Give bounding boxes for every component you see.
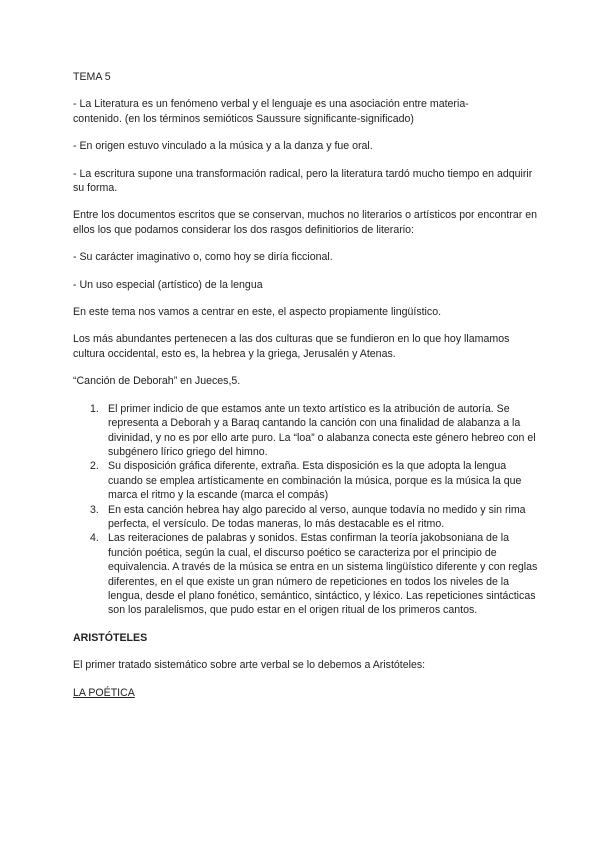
paragraph-cultures: Los más abundantes pertenecen a las dos culturas que se fundieron en lo que hoy llamamos cultura occidental, esto es, la hebrea y la griega, Jerusalén y Atenas. <box>73 333 510 360</box>
paragraph-aristotle: El primer tratado sistemático sobre arte verbal se lo debemos a Aristóteles: <box>73 659 426 672</box>
numbered-list <box>73 402 540 618</box>
paragraph-imaginative: - Su carácter imaginativo o, como hoy se diría ficcional. <box>73 251 333 264</box>
paragraph-documents: Entre los documentos escritos que se conservan, muchos no literarios o artísticos por encontrar en ellos los que podamos considerar los dos rasgos definitiorios de literario: <box>73 209 537 236</box>
paragraph-deborah: “Canción de Deborah” en Jueces,5. <box>73 375 241 388</box>
paragraph-writing: - La escritura supone una transformación radical, pero la literatura tardó mucho tiempo en adquirir su forma. <box>73 167 533 195</box>
list-item-number: 2. <box>90 460 99 473</box>
list-item-number: 4. <box>90 532 99 545</box>
list-item <box>73 459 540 502</box>
paragraph-special-use: - Un uso especial (artístico) de la lengua <box>73 278 263 291</box>
list-item-text: Las reiteraciones de palabras y sonidos. Estas confirman la teoría jakobsoniana de la función poética, según la cual, el discurso poético se caracteriza por el principio de equivalencia. A través de la música se entra en un sistema lingüístico diferente y con reglas diferentes, en el que existe un gran número de repeticiones en todos los niveles de la lengua, desde el plano fonético, semántico, sintáctico, y léxico. Las repeticiones sintácticas son los paralelismos, que pudo estar en el origen ritual de los primeros cantos. <box>108 532 538 617</box>
paragraph-literature-definition: - La Literatura es un fenómeno verbal y el lenguaje es una asociación entre materia-contenido. (en los términos semióticos Saussure significante-significado) <box>73 98 469 125</box>
list-item-number: 3. <box>90 503 99 516</box>
doc-title: TEMA 5 <box>73 71 111 83</box>
list-item <box>73 531 540 617</box>
list-item-text: En esta canción hebrea hay algo parecido al verso, aunque todavía no medido y sin rima perfecta, el versículo. De todas maneras, lo más destacable es el ritmo. <box>108 503 526 530</box>
list-item-text: El primer indicio de que estamos ante un texto artístico es la atribución de autoría. Se representa a Deborah y a Baraq cantando la canción con una finalidad de alabanza a la divinidad, y no es por ello arte puro. La “loa” o alabanza conecta este género hebreo con el subgénero lírico griego del himno. <box>108 402 536 458</box>
list-item-number: 1. <box>90 402 99 415</box>
section-heading: ARISTÓTELES <box>73 631 148 644</box>
subsection-heading: LA POÉTICA <box>73 686 135 699</box>
paragraph-origin: - En origen estuvo vinculado a la música y a la danza y fue oral. <box>73 140 373 153</box>
list-item <box>73 402 540 460</box>
paragraph-linguistic-aspect: En este tema nos vamos a centrar en este, el aspecto propiamente lingüístico. <box>73 306 442 319</box>
list-item-text: Su disposición gráfica diferente, extraña. Esta disposición es la que adopta la lengua cuando se emplea artísticamente en combinación la música, porque es la música la que marca el ritmo y la escande (marca el compás) <box>108 460 522 502</box>
list-item <box>73 503 540 532</box>
